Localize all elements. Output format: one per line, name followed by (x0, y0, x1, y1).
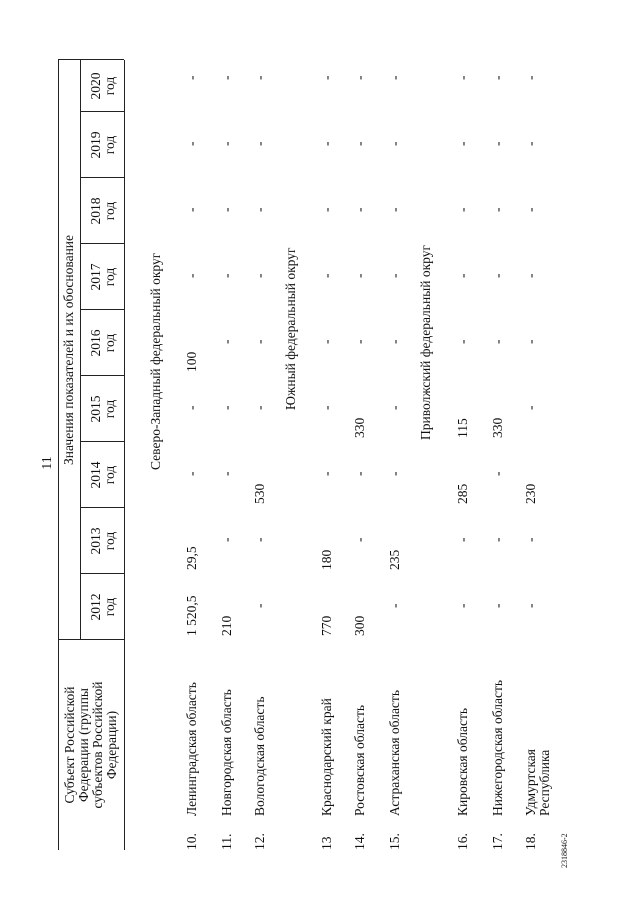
year-header-2015: 2015 (88, 395, 103, 423)
row-value-2012: - (252, 603, 267, 608)
year-column-border (80, 111, 124, 112)
section-title-south: Южный федеральный округ (283, 247, 298, 410)
year-column-border (80, 507, 124, 508)
row-value-2016: - (523, 339, 538, 344)
section-title-nw: Северо-Западный федеральный округ (148, 252, 163, 470)
year-header-unit: год (102, 76, 117, 96)
year-header-unit: год (102, 267, 117, 287)
year-column-border (80, 573, 124, 574)
row-subject-name: Ленинградская область (184, 682, 199, 816)
row-value-2019: - (319, 141, 334, 146)
row-value-2015: - (387, 405, 402, 410)
year-header-2017: 2017 (88, 263, 103, 291)
row-value-2015: - (319, 405, 334, 410)
row-subject-name: Республика (537, 749, 552, 816)
row-value-2016: - (387, 339, 402, 344)
row-value-2017: - (252, 273, 267, 278)
row-value-2019: - (184, 141, 199, 146)
row-value-2018: - (219, 207, 234, 212)
row-value-2014: - (319, 471, 334, 476)
row-value-2020: - (319, 75, 334, 80)
row-number: 10. (184, 833, 199, 850)
row-value-2016: - (252, 339, 267, 344)
year-header-unit: год (102, 135, 117, 155)
row-value-2015: 330 (352, 417, 367, 438)
row-value-2017: - (387, 273, 402, 278)
row-value-2020: - (523, 75, 538, 80)
row-number: 12. (252, 833, 267, 850)
year-header-unit: год (102, 333, 117, 353)
row-subject-name: Вологодская область (252, 696, 267, 816)
values-title: Значения показателей и их обоснование (61, 234, 76, 466)
row-subject-name: Ростовская область (352, 705, 367, 816)
row-value-2014: - (184, 471, 199, 476)
row-value-2016: - (319, 339, 334, 344)
row-subject-name: Кировская область (455, 707, 470, 816)
year-column-border (80, 441, 124, 442)
subject-column-header-line: Федерации (группы (76, 688, 91, 803)
year-header-unit: год (102, 465, 117, 485)
row-value-2017: - (219, 273, 234, 278)
header-bottom-border (124, 60, 125, 850)
indicator-table (58, 60, 598, 850)
row-value-2015: - (252, 405, 267, 410)
row-value-2016: - (455, 339, 470, 344)
row-value-2013: - (523, 537, 538, 542)
year-header-unit: год (102, 201, 117, 221)
row-value-2020: - (387, 75, 402, 80)
year-header-2014: 2014 (88, 461, 103, 489)
document-code: 2318846-2 (560, 833, 569, 868)
year-column-border (80, 375, 124, 376)
row-value-2012: 1 520,5 (184, 595, 199, 636)
row-value-2020: - (252, 75, 267, 80)
row-value-2012: 770 (319, 615, 334, 636)
row-value-2016: - (219, 339, 234, 344)
page-number: 11 (40, 456, 55, 470)
row-value-2014: 285 (455, 483, 470, 504)
row-value-2013: - (455, 537, 470, 542)
row-value-2019: - (387, 141, 402, 146)
row-value-2012: - (490, 603, 505, 608)
row-value-2019: - (490, 141, 505, 146)
row-value-2012: - (523, 603, 538, 608)
row-value-2019: - (352, 141, 367, 146)
row-value-2016: - (490, 339, 505, 344)
row-subject-name: Астраханская область (387, 690, 402, 816)
row-value-2017: - (455, 273, 470, 278)
row-value-2015: - (184, 405, 199, 410)
row-value-2020: - (352, 75, 367, 80)
row-subject-name: Новгородская область (219, 689, 234, 816)
row-value-2018: - (252, 207, 267, 212)
row-value-2014: - (352, 471, 367, 476)
year-header-unit: год (102, 399, 117, 419)
row-number: 17. (490, 833, 505, 850)
row-value-2017: - (184, 273, 199, 278)
row-number: 16. (455, 833, 470, 850)
row-value-2012: - (387, 603, 402, 608)
row-subject-name: Краснодарский край (319, 698, 334, 816)
row-value-2012: 300 (352, 615, 367, 636)
row-value-2013: - (352, 537, 367, 542)
row-value-2014: 230 (523, 483, 538, 504)
year-header-2018: 2018 (88, 197, 103, 225)
row-value-2013: - (219, 537, 234, 542)
year-header-unit: год (102, 597, 117, 617)
section-title-volga: Приволжский федеральный округ (418, 244, 433, 440)
row-value-2019: - (523, 141, 538, 146)
year-header-2012: 2012 (88, 593, 103, 621)
row-value-2013: 235 (387, 549, 402, 570)
row-value-2012: 210 (219, 615, 234, 636)
row-value-2018: - (184, 207, 199, 212)
year-header-2020: 2020 (88, 72, 103, 100)
row-value-2016: 100 (184, 351, 199, 372)
row-value-2017: - (523, 273, 538, 278)
row-value-2020: - (184, 75, 199, 80)
header-title-divider (80, 60, 81, 640)
row-value-2018: - (319, 207, 334, 212)
year-column-border (80, 243, 124, 244)
row-subject-name: Удмуртская (523, 748, 538, 816)
row-value-2018: - (352, 207, 367, 212)
subject-column-header-line: Федерации) (104, 710, 119, 780)
row-value-2015: - (523, 405, 538, 410)
row-value-2017: - (490, 273, 505, 278)
row-number: 18. (523, 833, 538, 850)
subject-column-header-line: субъектов Российской (90, 681, 105, 809)
year-header-2019: 2019 (88, 131, 103, 159)
row-value-2013: 29,5 (184, 546, 199, 570)
row-value-2018: - (387, 207, 402, 212)
row-number: 11. (219, 833, 234, 850)
row-value-2016: - (352, 339, 367, 344)
year-column-border (80, 177, 124, 178)
row-value-2014: 530 (252, 483, 267, 504)
year-column-border (80, 309, 124, 310)
row-value-2020: - (490, 75, 505, 80)
row-number: 13 (319, 836, 334, 850)
row-value-2013: 180 (319, 549, 334, 570)
row-number: 15. (387, 833, 402, 850)
row-value-2014: - (490, 471, 505, 476)
row-subject-name: Нижегородская область (490, 679, 505, 816)
subject-column-header-line: Субъект Российской (62, 686, 77, 804)
row-value-2012: - (455, 603, 470, 608)
year-header-2013: 2013 (88, 527, 103, 555)
row-value-2015: - (219, 405, 234, 410)
year-header-unit: год (102, 531, 117, 551)
row-value-2018: - (455, 207, 470, 212)
row-value-2014: - (387, 471, 402, 476)
row-value-2014: - (219, 471, 234, 476)
row-value-2015: 115 (455, 418, 470, 438)
table-top-border (58, 60, 59, 850)
row-value-2019: - (252, 141, 267, 146)
row-value-2018: - (523, 207, 538, 212)
row-number: 14. (352, 833, 367, 850)
row-value-2017: - (319, 273, 334, 278)
row-value-2013: - (252, 537, 267, 542)
row-value-2019: - (219, 141, 234, 146)
row-value-2020: - (455, 75, 470, 80)
row-value-2018: - (490, 207, 505, 212)
row-value-2020: - (219, 75, 234, 80)
row-value-2013: - (490, 537, 505, 542)
row-value-2019: - (455, 141, 470, 146)
year-header-2016: 2016 (88, 329, 103, 357)
row-value-2017: - (352, 273, 367, 278)
row-value-2015: 330 (490, 417, 505, 438)
